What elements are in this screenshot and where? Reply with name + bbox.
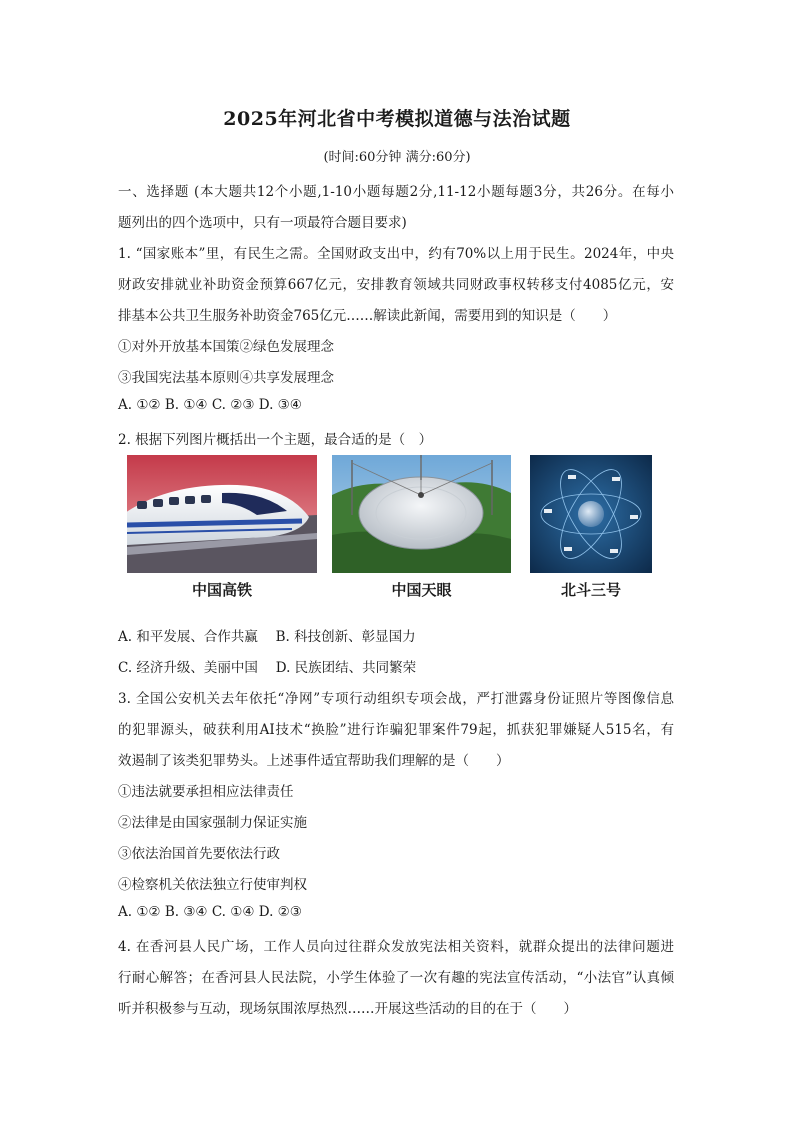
q4-stem-line1: 4. 在香河县人民广场，工作人员向过往群众发放宪法相关资料，就群众提出的法律问题进: [118, 939, 674, 955]
q3-stem-line3: 效遏制了该类犯罪势头。上述事件适宜帮助我们理解的是（ ）: [118, 753, 510, 769]
q2-figure: [127, 455, 652, 605]
q1-stem-line1: 1. “国家账本”里，有民生之需。全国财政支出中，约有70%以上用于民生。2024年，中央: [118, 246, 674, 262]
q4-stem-line3: 听并积极参与互动，现场氛围浓厚热烈……开展这些活动的目的在于（ ）: [118, 1001, 577, 1017]
fast-telescope-image: [332, 455, 511, 573]
caption-high-speed-rail: 中国高铁: [191, 581, 252, 599]
page-title: 2025年河北省中考模拟道德与法治试题: [223, 108, 571, 130]
q3-answers: A. ①② B. ③④ C. ①④ D. ②③: [118, 904, 302, 920]
section-instructions-line2: 题列出的四个选项中，只有一项最符合题目要求): [118, 215, 407, 231]
q4-stem-line2: 行耐心解答；在香河县人民法院，小学生体验了一次有趣的宪法宣传活动，“小法官”认真倾: [118, 970, 674, 986]
q3-option-4: ④检察机关依法独立行使审判权: [118, 877, 307, 893]
q3-option-3: ③依法治国首先要依法行政: [118, 846, 280, 862]
section-instructions-line1: 一、选择题 (本大题共12个小题,1-10小题每题2分,11-12小题每题3分，共26分。在每小: [118, 184, 674, 200]
q3-stem-line2: 的犯罪源头，破获利用AI技术“换脸”进行诈骗犯罪案件79起，抓获犯罪嫌疑人515名，有: [118, 722, 674, 738]
q3-option-2: ②法律是由国家强制力保证实施: [118, 815, 307, 831]
q2-stem: 2. 根据下列图片概括出一个主题，最合适的是（ ）: [118, 432, 433, 448]
q2-answers-line1: A. 和平发展、合作共赢 B. 科技创新、彰显国力: [118, 629, 416, 645]
beidou-satellite-image: [530, 455, 652, 573]
high-speed-train-image: [127, 455, 317, 573]
q1-option-line1: ①对外开放基本国策②绿色发展理念: [118, 339, 334, 355]
exam-info: (时间:60分钟 满分:60分): [323, 150, 471, 165]
q1-stem-line2: 财政安排就业补助资金预算667亿元，安排教育领域共同财政事权转移支付4085亿元，安: [118, 277, 674, 293]
q3-stem-line1: 3. 全国公安机关去年依托“净网”专项行动组织专项会战，严打泄露身份证照片等图像信息: [118, 691, 674, 707]
q2-answers-line2: C. 经济升级、美丽中国 D. 民族团结、共同繁荣: [118, 660, 417, 676]
caption-sky-eye: 中国天眼: [391, 581, 452, 599]
q1-option-line2: ③我国宪法基本原则④共享发展理念: [118, 370, 334, 386]
q3-option-1: ①违法就要承担相应法律责任: [118, 784, 294, 800]
q1-stem-line3: 排基本公共卫生服务补助资金765亿元……解读此新闻，需要用到的知识是（ ）: [118, 308, 617, 324]
caption-beidou: 北斗三号: [560, 581, 621, 599]
q1-answers: A. ①② B. ①④ C. ②③ D. ③④: [118, 397, 302, 413]
